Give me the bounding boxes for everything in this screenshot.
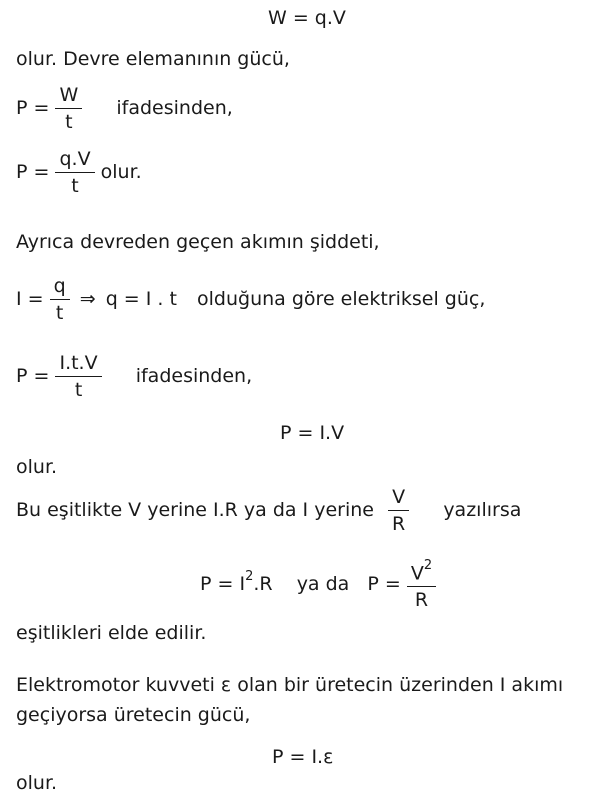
fraction	[55, 352, 101, 401]
equation-lhs: P =	[367, 573, 401, 596]
numerator: I.t.V	[55, 352, 101, 377]
text-line: olur.	[16, 456, 58, 478]
denominator: t	[71, 175, 79, 197]
equation-power-qv	[16, 148, 142, 197]
text-fragment: ifadesinden,	[135, 365, 253, 387]
equation-power-emf: P = I.ε	[272, 746, 334, 768]
text-line: olur.	[16, 772, 58, 794]
text-fragment: olduğuna göre elektriksel güç,	[197, 288, 486, 310]
fraction	[50, 275, 70, 324]
denominator: t	[74, 379, 83, 401]
numerator: V	[388, 486, 409, 511]
equation-power-itv	[16, 352, 252, 401]
text-fragment: Bu eşitlikte V yerine I.R ya da I yerine	[16, 499, 374, 521]
fraction	[55, 84, 82, 133]
denominator: t	[65, 111, 73, 133]
text-fragment: ya da	[296, 573, 350, 596]
equation-power-w	[16, 84, 233, 133]
text-fragment: olur.	[100, 161, 142, 183]
equation-fragment: .R	[253, 573, 273, 596]
exponent: 2	[245, 568, 254, 584]
fraction	[55, 148, 94, 197]
equation-fragment: P = I	[200, 573, 246, 596]
equation-power-forms	[200, 558, 436, 611]
fraction	[388, 486, 409, 535]
equation-current	[16, 275, 485, 324]
denominator: R	[414, 589, 429, 612]
exponent: 2	[423, 558, 433, 573]
fraction	[407, 558, 436, 611]
numerator: W	[55, 84, 82, 109]
text-line: Ayrıca devreden geçen akımın şiddeti,	[16, 231, 380, 253]
equation-lhs: P =	[16, 161, 50, 183]
denominator: R	[392, 513, 406, 535]
text-line: olur. Devre elemanının gücü,	[16, 48, 290, 70]
substitution-line	[16, 486, 521, 535]
numerator-base: V	[410, 562, 424, 585]
equation-lhs: P =	[16, 365, 50, 387]
equation-work: W = q.V	[268, 7, 346, 29]
numerator	[407, 558, 436, 587]
denominator: t	[55, 302, 64, 324]
text-line: geçiyorsa üretecin gücü,	[16, 704, 251, 726]
equation-lhs: P =	[16, 97, 50, 119]
text-fragment: yazılırsa	[443, 499, 522, 521]
equation-fragment: q = I . t	[105, 288, 177, 310]
text-line: eşitlikleri elde edilir.	[16, 622, 207, 644]
text-fragment: ifadesinden,	[116, 97, 233, 119]
equation-lhs: I =	[16, 288, 44, 310]
equation-power-iv: P = I.V	[280, 422, 345, 444]
text-line: Elektromotor kuvveti ε olan bir üretecin üzerinden I akımı	[16, 674, 564, 696]
implies-arrow-icon: ⇒	[79, 288, 96, 310]
numerator: q.V	[55, 148, 94, 173]
numerator: q	[50, 275, 70, 300]
